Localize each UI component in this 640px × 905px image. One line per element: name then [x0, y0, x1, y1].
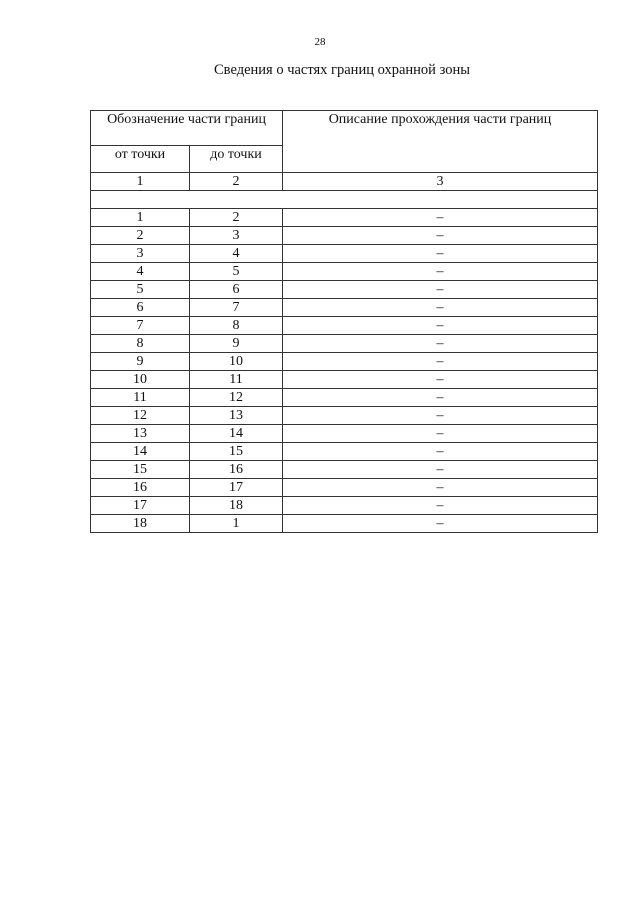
- table-row: [91, 335, 598, 353]
- to-point-cell: 5: [190, 263, 283, 281]
- from-point-cell: 6: [91, 299, 190, 317]
- table-row: [91, 443, 598, 461]
- table-row: [91, 515, 598, 533]
- to-point-cell: 6: [190, 281, 283, 299]
- table-row: [91, 371, 598, 389]
- description-cell: –: [283, 407, 598, 425]
- to-point-cell: 16: [190, 461, 283, 479]
- table-row: [91, 299, 598, 317]
- description-cell: –: [283, 479, 598, 497]
- from-point-cell: 5: [91, 281, 190, 299]
- column-number-2: 2: [190, 173, 283, 191]
- table-row: [91, 263, 598, 281]
- table-row: [91, 317, 598, 335]
- description-cell: –: [283, 515, 598, 533]
- from-point-cell: 3: [91, 245, 190, 263]
- table-row: [91, 245, 598, 263]
- document-title: Сведения о частях границ охранной зоны: [214, 62, 470, 78]
- description-cell: –: [283, 389, 598, 407]
- to-point-cell: 14: [190, 425, 283, 443]
- from-point-cell: 12: [91, 407, 190, 425]
- description-cell: –: [283, 371, 598, 389]
- blank-separator-cell: [91, 191, 598, 209]
- table-row: [91, 389, 598, 407]
- description-cell: –: [283, 245, 598, 263]
- to-point-cell: 8: [190, 317, 283, 335]
- to-point-cell: 3: [190, 227, 283, 245]
- blank-separator-row: [91, 191, 598, 209]
- header-description: Описание прохождения части границ: [283, 111, 598, 173]
- table-row: [91, 353, 598, 371]
- table-row: [91, 227, 598, 245]
- from-point-cell: 17: [91, 497, 190, 515]
- description-cell: –: [283, 317, 598, 335]
- to-point-cell: 2: [190, 209, 283, 227]
- description-cell: –: [283, 227, 598, 245]
- description-cell: –: [283, 209, 598, 227]
- description-cell: –: [283, 497, 598, 515]
- header-to-point: до точки: [190, 146, 283, 173]
- to-point-cell: 18: [190, 497, 283, 515]
- from-point-cell: 10: [91, 371, 190, 389]
- to-point-cell: 4: [190, 245, 283, 263]
- to-point-cell: 11: [190, 371, 283, 389]
- description-cell: –: [283, 335, 598, 353]
- table-row: [91, 281, 598, 299]
- from-point-cell: 18: [91, 515, 190, 533]
- to-point-cell: 7: [190, 299, 283, 317]
- header-row-1: [91, 111, 598, 146]
- from-point-cell: 1: [91, 209, 190, 227]
- from-point-cell: 15: [91, 461, 190, 479]
- boundary-parts-table: [90, 110, 598, 533]
- description-cell: –: [283, 425, 598, 443]
- from-point-cell: 16: [91, 479, 190, 497]
- to-point-cell: 17: [190, 479, 283, 497]
- from-point-cell: 7: [91, 317, 190, 335]
- from-point-cell: 8: [91, 335, 190, 353]
- table-row: [91, 461, 598, 479]
- header-from-point: от точки: [91, 146, 190, 173]
- table-row: [91, 209, 598, 227]
- to-point-cell: 12: [190, 389, 283, 407]
- description-cell: –: [283, 443, 598, 461]
- description-cell: –: [283, 281, 598, 299]
- description-cell: –: [283, 461, 598, 479]
- column-number-row: [91, 173, 598, 191]
- from-point-cell: 9: [91, 353, 190, 371]
- to-point-cell: 15: [190, 443, 283, 461]
- from-point-cell: 14: [91, 443, 190, 461]
- to-point-cell: 10: [190, 353, 283, 371]
- from-point-cell: 4: [91, 263, 190, 281]
- column-number-3: 3: [283, 173, 598, 191]
- to-point-cell: 1: [190, 515, 283, 533]
- to-point-cell: 9: [190, 335, 283, 353]
- table-row: [91, 425, 598, 443]
- from-point-cell: 13: [91, 425, 190, 443]
- description-cell: –: [283, 299, 598, 317]
- from-point-cell: 2: [91, 227, 190, 245]
- header-part-designation: Обозначение части границ: [91, 111, 283, 146]
- column-number-1: 1: [91, 173, 190, 191]
- description-cell: –: [283, 263, 598, 281]
- page-number: 28: [314, 36, 326, 48]
- table-row: [91, 479, 598, 497]
- description-cell: –: [283, 353, 598, 371]
- table-row: [91, 497, 598, 515]
- from-point-cell: 11: [91, 389, 190, 407]
- table-row: [91, 407, 598, 425]
- to-point-cell: 13: [190, 407, 283, 425]
